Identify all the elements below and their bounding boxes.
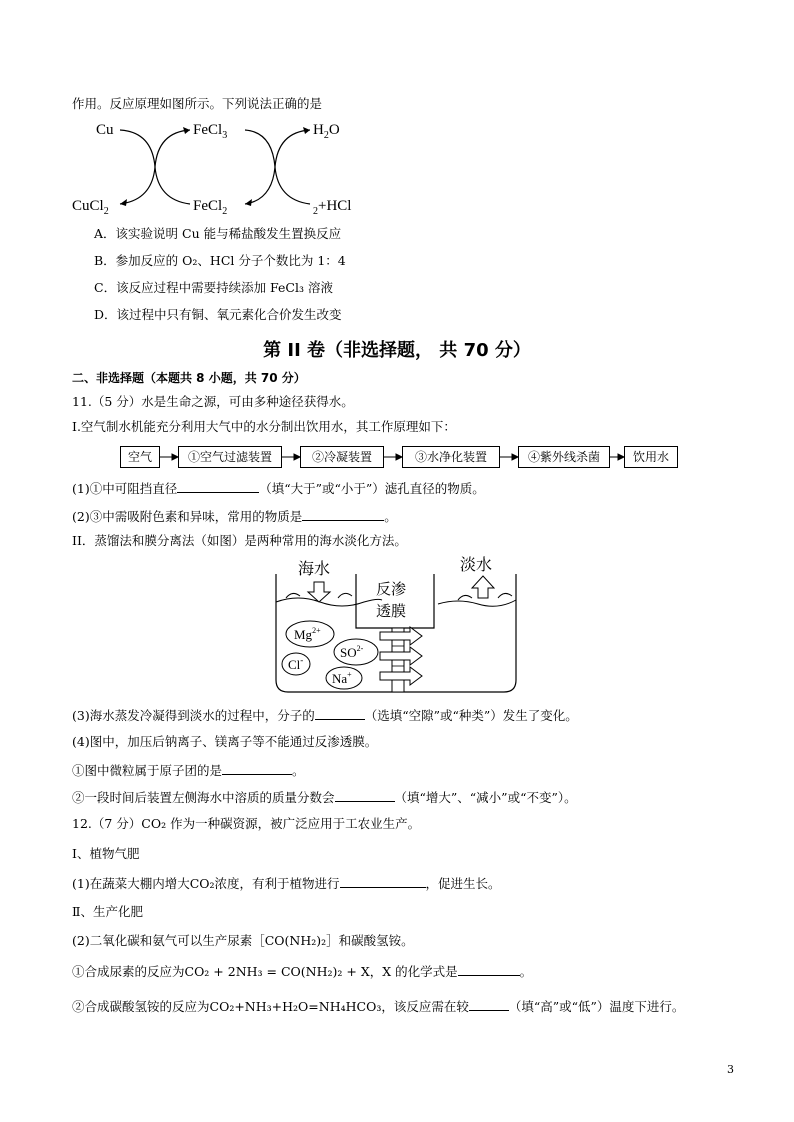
q11-4-2: ②一段时间后装置左侧海水中溶质的质量分数会 （填“增大”、“减小”或“不变”）。: [72, 790, 577, 805]
flow-step-condense: ②冷凝装置: [300, 446, 384, 468]
intro-line: 作用。反应原理如图所示。下列说法正确的是: [72, 96, 323, 111]
q12-2-1: ①合成尿素的反应为CO₂ + 2NH₃ = CO(NH₂)₂ + X，X 的化学式是 。: [72, 964, 533, 979]
q11-4-1: ①图中微粒属于原子团的是 。: [72, 763, 305, 778]
page-number: 3: [727, 1063, 734, 1076]
section-heading: 二、非选择题（本题共 8 小题，共 70 分）: [72, 371, 306, 385]
flow-step-air: 空气: [120, 446, 160, 468]
hcl-label: +HCl: [318, 198, 352, 214]
option-c: C．该反应过程中需要持续添加 FeCl₃ 溶液: [94, 280, 333, 295]
svg-text:H2O: $H_2O$: [313, 122, 340, 141]
membrane-label-2: 透膜: [376, 604, 407, 620]
q11-part2-intro: II．蒸馏法和膜分离法（如图）是两种常用的海水淡化方法。: [72, 533, 407, 548]
option-d: D．该过程中只有铜、氧元素化合价发生改变: [94, 307, 342, 322]
option-a: A．该实验说明 Cu 能与稀盐酸发生置换反应: [94, 226, 342, 241]
na-ion: Na: [332, 671, 348, 686]
part-title: 第 II 卷（非选择题， 共 70 分）: [263, 340, 531, 361]
flow-step-purify: ③水净化装置: [402, 446, 500, 468]
q11-1: (1)①中可阻挡直径 （填“大于”或“小于”）滤孔直径的物质。: [72, 481, 485, 496]
left-arrow-head: [120, 199, 127, 206]
middle-right-curve: [245, 130, 275, 204]
answer-blank[interactable]: [302, 508, 384, 521]
cu-label: Cu: [96, 122, 114, 138]
membrane-label-1: 反渗: [376, 582, 407, 598]
flow-arrows: [120, 446, 680, 468]
cl-ion: Cl: [288, 657, 301, 672]
cucl2-label: CuCl: [72, 198, 104, 214]
q11-4: (4)图中，加压后钠离子、镁离子等不能通过反渗透膜。: [72, 734, 378, 749]
q12-section-1: Ⅰ、植物气肥: [72, 846, 140, 861]
q12-section-2: Ⅱ、生产化肥: [72, 904, 143, 919]
freshwater-label: 淡水: [460, 557, 493, 574]
answer-blank[interactable]: [177, 480, 259, 493]
mg-ion: Mg: [294, 627, 313, 642]
middle-left-curve: [155, 130, 190, 204]
flow-step-uv: ④紫外线杀菌: [518, 446, 610, 468]
fecl2-label: FeCl: [193, 198, 223, 214]
q12-1: (1)在蔬菜大棚内增大CO₂浓度，有利于植物进行 ，促进生长。: [72, 876, 501, 891]
right-curve: [275, 130, 310, 204]
answer-blank[interactable]: [458, 963, 520, 976]
left-curve: [120, 130, 155, 204]
answer-blank[interactable]: [335, 789, 395, 802]
right-arrow-head: [303, 127, 310, 134]
reaction-cycle-diagram: [60, 112, 400, 218]
h2o-label: H: [313, 122, 324, 138]
svg-text:FeCl3: FeCl$_3$: [193, 122, 228, 141]
answer-blank[interactable]: [340, 875, 426, 888]
option-b: B．参加反应的 O₂、HCl 分子个数比为 1：4: [94, 253, 346, 268]
svg-text:CuCl2: CuCl$_2$: [72, 198, 109, 217]
fresh-water-arrow: [472, 576, 494, 598]
svg-text:FeCl2: FeCl$_2$: [193, 198, 228, 217]
svg-text:Cl-: Cl-: [288, 655, 304, 672]
flow-step-drinking-water: 饮用水: [624, 446, 678, 468]
svg-text:Mg2+: $Mg^{2+}$: [294, 626, 321, 642]
middle-right-arrow-head: [245, 199, 252, 206]
svg-text:2+HCl: $_2$+HCl: [313, 198, 352, 217]
q11-2: (2)③中需吸附色素和异味，常用的物质是 。: [72, 509, 397, 524]
reverse-osmosis-diagram: [268, 552, 524, 698]
q11-3: (3)海水蒸发冷凝得到淡水的过程中，分子的 （选填“空隙”或“种类”）发生了变化。: [72, 708, 578, 723]
answer-blank[interactable]: [222, 762, 292, 775]
right-water-surface: [438, 600, 516, 606]
svg-text:Na+: Na+: [332, 670, 352, 686]
svg-text:SO2-: $SO^{2-}$: [340, 644, 364, 660]
q12-stem: 12.（7 分）CO₂ 作为一种碳资源，被广泛应用于工农业生产。: [72, 816, 421, 831]
q11-part1-intro: I.空气制水机能充分利用大气中的水分制出饮用水，其工作原理如下：: [72, 419, 456, 434]
middle-left-arrow-head: [183, 127, 190, 134]
seawater-label: 海水: [298, 561, 331, 578]
fecl3-label: FeCl: [193, 122, 223, 138]
left-water-surface: [276, 598, 382, 606]
q11-stem: 11.（5 分）水是生命之源，可由多种途径获得水。: [72, 394, 354, 409]
flow-chart: [120, 446, 680, 468]
answer-blank[interactable]: [315, 707, 365, 720]
q12-2: (2)二氧化碳和氨气可以生产尿素［CO(NH₂)₂］和碳酸氢铵。: [72, 933, 414, 948]
answer-blank[interactable]: [469, 998, 509, 1011]
flow-step-filter: ①空气过滤装置: [178, 446, 282, 468]
q12-2-2: ②合成碳酸氢铵的反应为CO₂+NH₃+H₂O=NH₄HCO₃，该反应需在较 （填“高”或“低”）温度下进行。: [72, 999, 685, 1014]
so4-ion: SO: [340, 645, 357, 660]
